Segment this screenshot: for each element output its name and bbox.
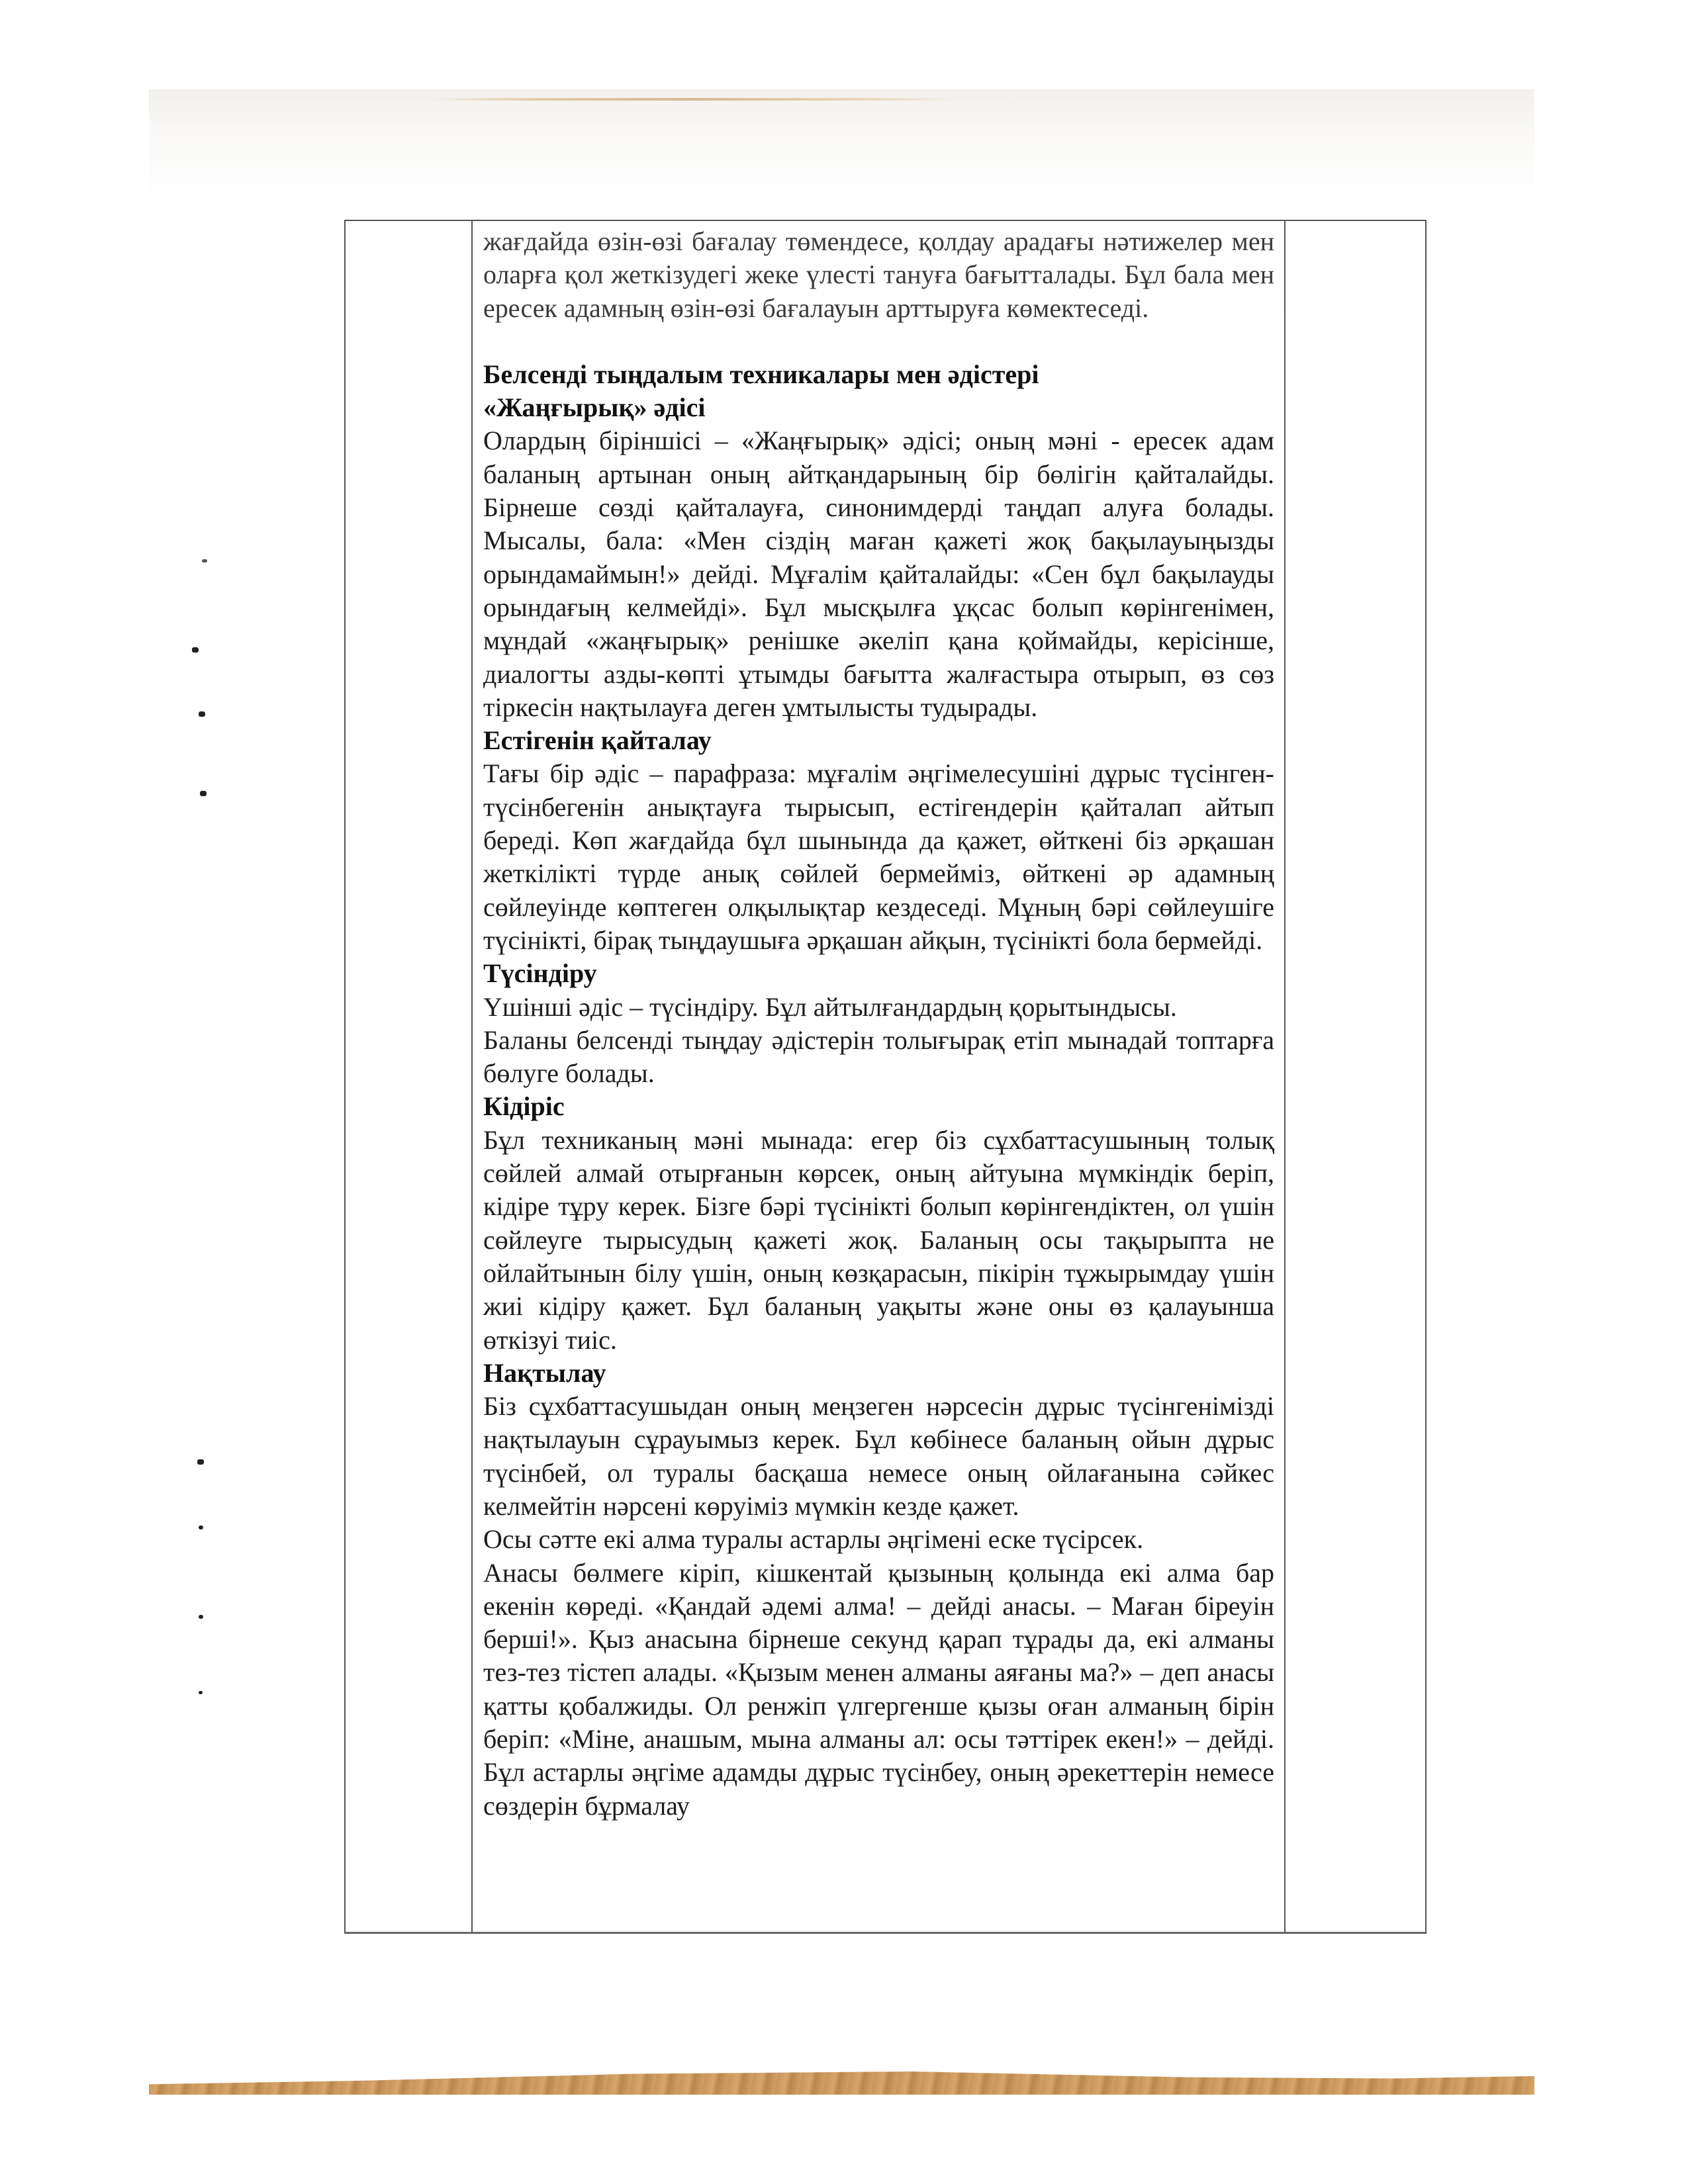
body-paragraph: Анасы бөлмеге кіріп, кішкентай қызының қолында екі алма бар екенін көреді. «Қандай әдемі алма! – дейді анасы. – Маған біреуін берші!». Қыз анасына бірнеше секунд қарап тұрады да, екі алманы тез-тез тістеп алады. «Қызым менен алманы аяғаны ма?» – деп анасы қатты қобалжиды. Ол ренжіп үлгергенше қызы оған алманың бірін беріп: «Міне, анашым, мына алманы ал: осы тәттірек екен!» – дейді. Бұл астарлы әңгіме адамды дұрыс түсінбеу, оның әрекеттерін немесе сөздерін бұрмалау [483,1557,1274,1821]
scan-artifact [200,791,207,796]
table-column-divider-left [471,221,473,1932]
body-paragraph: Тағы бір әдіс – парафраза: мұғалім әңгімелесушіні дұрыс түсінген-түсінбегенін анықтауға тырысып, естігендерін қайталап айтып береді. Көп жағдайда бұл шынында да қажет, өйткені біз әрқашан жеткілікті түрде анық сөйлей бермейміз, өйткені әр адамның сөйлеуінде көптеген олқылықтар кездеседі. Мұның бәрі сөйлеушіге түсінікті, бірақ тыңдаушыға әрқашан айқын, түсінікті бола бермейді. [483,758,1274,955]
scan-artifact [199,1525,203,1529]
table-column-divider-right [1284,221,1286,1932]
body-paragraph: Осы сәтте екі алма туралы астарлы әңгімені еске түсірсек. [483,1524,1144,1555]
table-content-cell [483,225,1274,1823]
section-title: Белсенді тыңдалым техникалары мен әдістері [483,359,1039,389]
scan-artifact [202,559,207,563]
scan-artifact [197,1459,204,1465]
spacer [483,325,1274,358]
scan-artifact [199,1615,203,1619]
section-heading: Кідіріс [483,1091,565,1122]
continuation-paragraph: жағдайда өзін-өзі бағалау төмендесе, қолдау арадағы нәтижелер мен оларға қол жеткізудегі жеке үлесті тануға бағытталады. Бұл бала мен ересек адамның өзін-өзі бағалауын арттыруға көмектеседі. [483,226,1274,323]
body-paragraph: Баланы белсенді тыңдау әдістерін толығырақ етіп мынадай топтарға бөлуге болады. [483,1024,1274,1089]
body-paragraph: Бұл техниканың мәні мынада: егер біз сұхбаттасушының толық сөйлей алмай отырғанын көрсек, оның айтуына мүмкіндік беріп, кідіре тұру керек. Бізге бәрі түсінікті болып көрінгендіктен, ол үшін сөйлеуге тырысудың қажеті жоқ. Баланың осы тақырыпта не ойлайтынын білу үшін, оның көзқарасын, пікірін тұжырымдау үшін жиі кідіру қажет. Бұл баланың уақыты және оны өз қалауынша өткізуі тиіс. [483,1124,1274,1355]
body-paragraph: Біз сұхбаттасушыдан оның меңзеген нәрсесін дұрыс түсінгенімізді нақтылауын сұрауымыз керек. Бұл көбінесе баланың ойын дұрыс түсінбей, ол туралы басқаша немесе оның ойлағанына сәйкес келмейтін нәрсені көруіміз мүмкін кезде қажет. [483,1391,1274,1521]
body-paragraph: Олардың біріншісі – «Жаңғырық» әдісі; оның мәні - ересек адам баланың артынан оның айтқандарының бір бөлігін қайталайды. Бірнеше сөзді қайталауға, синонимдерді таңдап алуға болады. Мысалы, бала: «Мен сіздің маған қажеті жоқ бақылауыңызды орындамаймын!» дейді. Мұғалім қайталайды: «Сен бұл бақылауды орындағың келмейді». Бұл мысқылға ұқсас болып көрінгенімен, мұндай «жаңғырық» ренішке әкеліп қана қоймайды, керісінше, диалогты азды-көпті ұтымды бағытта жалғастыра отырып, өз сөз тіркесін нақтылауға деген ұмтылысты тудырады. [483,426,1274,722]
section-heading: Естігенін қайталау [483,725,712,756]
scan-artifact [199,711,205,717]
desk-edge-top [430,98,960,101]
section-heading: Түсіндіру [483,958,597,989]
section-heading: Нақтылау [483,1357,606,1388]
body-paragraph: Үшінші әдіс – түсіндіру. Бұл айтылғандардың қорытындысы. [483,991,1177,1022]
scan-artifact [199,1691,203,1694]
section-heading: «Жаңғырық» әдісі [483,392,706,423]
scan-artifact [192,647,199,653]
